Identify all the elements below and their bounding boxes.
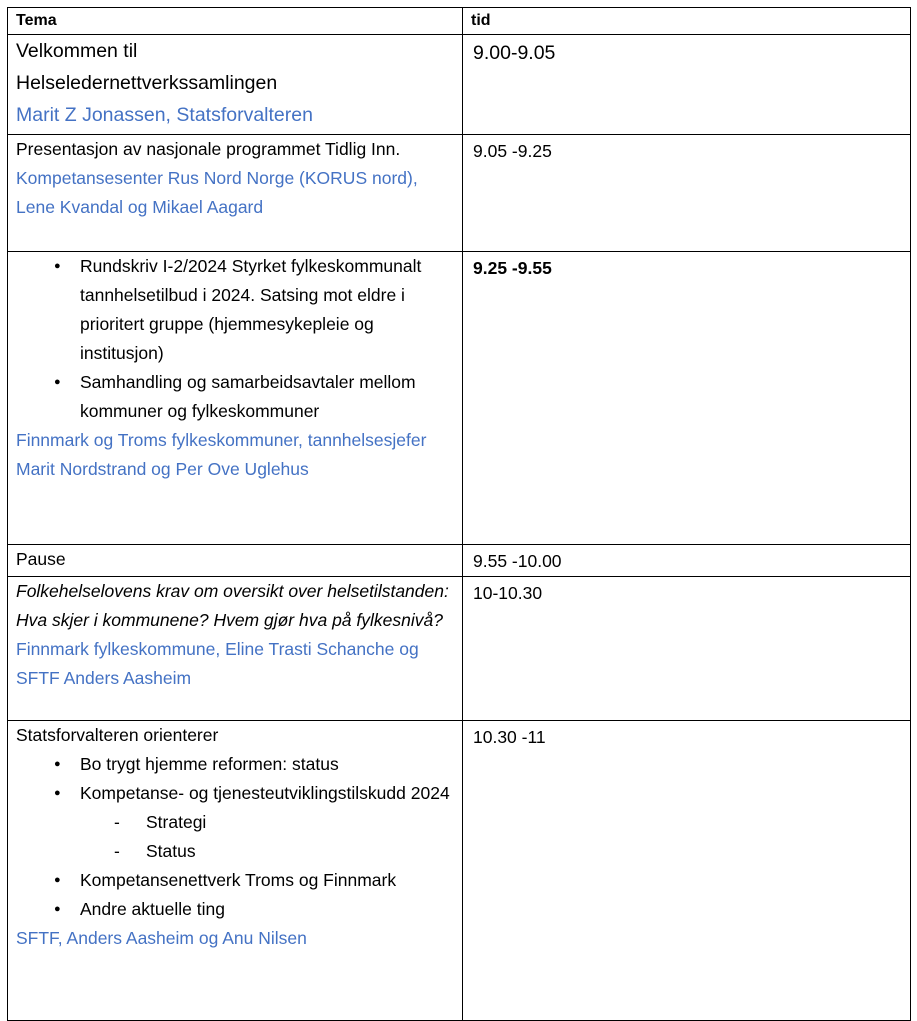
agenda-topic-cell [8, 577, 463, 721]
agenda-row-2 [8, 135, 911, 252]
agenda-topic-cell [8, 721, 463, 1021]
bullet-list [16, 866, 454, 924]
agenda-time: 9.05 -9.25 [463, 135, 911, 252]
agenda-time: 10-10.30 [463, 577, 911, 721]
agenda-row-5 [8, 577, 911, 721]
bullet-list [16, 252, 454, 426]
topic-title: Statsforvalteren orienterer [16, 725, 219, 745]
topic-title: Presentasjon av nasjonale programmet Tidlig Inn. [16, 139, 401, 159]
bullet-item: ● Rundskriv I-2/2024 Styrket fylkeskommunalt tannhelsetilbud i 2024. Satsing mot eldre i prioritert gruppe (hjemmesykepleie og institusjon) [16, 252, 454, 368]
bullet-list [16, 750, 454, 808]
topic-speaker: Marit Z Jonassen, Statsforvalteren [16, 104, 313, 126]
agenda-time: 10.30 -11 [463, 721, 911, 1021]
agenda-topic-cell [8, 135, 463, 252]
topic-title-line1: Velkommen til [16, 40, 138, 62]
agenda-row-3 [8, 252, 911, 545]
header-tid: tid [463, 8, 911, 35]
topic-speaker: Finnmark fylkeskommune, Eline Trasti Schanche og SFTF Anders Aasheim [16, 639, 419, 688]
sub-item: - Strategi [16, 808, 454, 837]
topic-speaker: Kompetansesenter Rus Nord Norge (KORUS nord), Lene Kvandal og Mikael Aagard [16, 168, 418, 217]
header-row [8, 8, 911, 35]
topic-title: Folkehelselovens krav om oversikt over helsetilstanden: Hva skjer i kommunene? Hvem gjør hva på fylkesnivå? [16, 581, 449, 630]
bullet-item: ● Samhandling og samarbeidsavtaler mellom kommuner og fylkeskommuner [16, 368, 454, 426]
sub-item: - Status [16, 837, 454, 866]
agenda-table [7, 7, 911, 1021]
header-tema: Tema [8, 8, 463, 35]
bullet-item: ● Andre aktuelle ting [16, 895, 454, 924]
agenda-row-6 [8, 721, 911, 1021]
agenda-row-1 [8, 35, 911, 135]
agenda-time: 9.55 -10.00 [463, 545, 911, 577]
agenda-time: 9.00-9.05 [463, 35, 911, 135]
topic-title-line2: Helseledernettverkssamlingen [16, 72, 278, 94]
agenda-row-4 [8, 545, 911, 577]
agenda-topic-cell [8, 35, 463, 135]
topic-speaker: Finnmark og Troms fylkeskommuner, tannhelsesjefer Marit Nordstrand og Per Ove Uglehus [16, 430, 427, 479]
agenda-topic-cell [8, 252, 463, 545]
topic-speaker: SFTF, Anders Aasheim og Anu Nilsen [16, 928, 307, 948]
sub-list [16, 808, 454, 866]
agenda-time: 9.25 -9.55 [463, 252, 911, 545]
bullet-item: ● Kompetansenettverk Troms og Finnmark [16, 866, 454, 895]
topic-title: Pause [8, 545, 463, 577]
bullet-item: ● Kompetanse- og tjenesteutviklingstilskudd 2024 [16, 779, 454, 808]
bullet-item: ● Bo trygt hjemme reformen: status [16, 750, 454, 779]
